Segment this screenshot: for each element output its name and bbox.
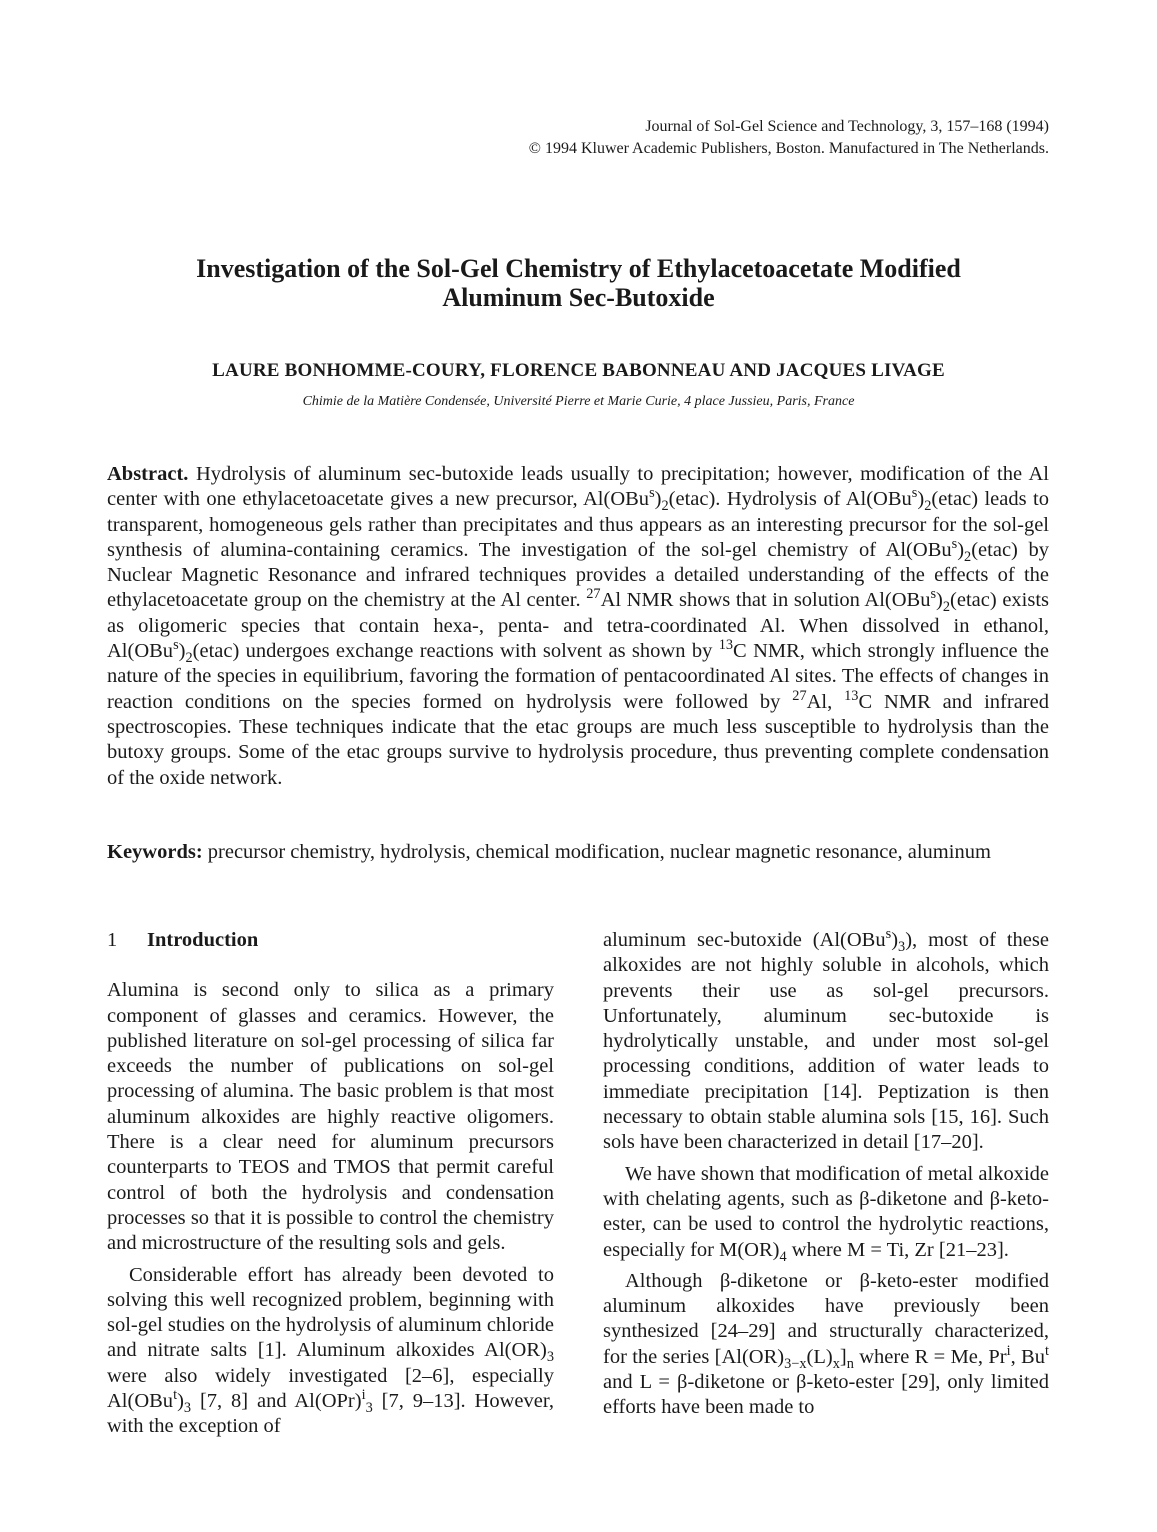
keywords-text: precursor chemistry, hydrolysis, chemical modification, nuclear magnetic resonance, aluminum (207, 841, 991, 863)
paragraph-text: and L = β-diketone or β-keto-ester [29], only limited efforts have been made to (603, 1371, 1049, 1419)
paragraph (603, 1162, 1049, 1263)
paragraph-text: where R = Me, Pr (853, 1345, 1007, 1368)
paragraph-text: (L) (806, 1345, 833, 1368)
section-number: 1 (107, 929, 118, 951)
subscript: 4 (779, 1248, 787, 1265)
abstract-text: C NMR, which strongly influence the nature of the species in equilibrium, favoring the formation of pentacoordinated Al sites. The effects of changes in reaction conditions on the species formed on hydrolysis were followed by (107, 640, 1050, 713)
abstract-text: Al NMR shows that in solution Al(OBu (600, 589, 931, 612)
left-column (107, 928, 554, 1440)
abstract-text: ) (654, 488, 662, 511)
paragraph-text: ] (839, 1345, 847, 1368)
superscript: s (649, 485, 655, 502)
subscript: 2 (924, 498, 932, 515)
subscript: 3 (365, 1400, 373, 1417)
affiliation: Chimie de la Matière Condensée, Université Pierre et Marie Curie, 4 place Jussieu, Paris, France (302, 394, 855, 409)
paragraph-text: where M = Ti, Zr [21–23]. (786, 1238, 1009, 1261)
abstract-text: (etac) by Nuclear Magnetic Resonance and infrared techniques provides a detailed understanding of the effects of the ethylacetoacetate group on the chemistry at the Al center. (107, 538, 1049, 612)
superscript: s (885, 926, 892, 943)
paragraph-text: Although β-diketone or β-keto-ester modified aluminum alkoxides have previously been synthesized [24–29] and structurally characterized, for the series [Al(OR) (603, 1269, 1049, 1368)
abstract-label: Abstract. (107, 463, 189, 485)
journal-citation: Journal of Sol-Gel Science and Technology, 3, 157–168 (1994) (645, 118, 1049, 135)
superscript: i (361, 1387, 366, 1404)
superscript: 27 (586, 586, 601, 603)
paragraph-text: , Bu (1010, 1345, 1045, 1368)
superscript: t (1044, 1342, 1049, 1359)
paragraph-text: Considerable effort has already been devoted to solving this well recognized problem, beginning with sol-gel studies on the hydrolysis of aluminum chloride and nitrate salts [1]. Aluminum alkoxides Al(OR) (107, 1263, 554, 1362)
abstract-text: (etac) undergoes exchange reactions with solvent as shown by (192, 640, 719, 663)
section-title: Introduction (147, 929, 259, 951)
superscript: s (173, 637, 179, 654)
abstract-text: ) (178, 640, 186, 663)
paragraph (603, 1269, 1049, 1421)
paragraph-text: ), most of these alkoxides are not highly soluble in alcohols, which prevents their use as sol-gel precursors. Unfortunately, aluminum sec-butoxide is hydrolytically unstable, and under most sol-gel processing conditions, addition of water leads to immediate precipitation [14]. Peptization is then necessary to obtain stable alumina sols [15, 16]. Such sols have been characterized in detail [17–20]. (603, 929, 1049, 1154)
publisher-line: © 1994 Kluwer Academic Publishers, Boston. Manufactured in The Netherlands. (528, 140, 1049, 157)
paragraph-text: [7, 8] and Al(OPr) (191, 1390, 362, 1413)
abstract-text: (etac) exists as oligomeric species that contain hexa-, penta- and tetra-coordinated Al. When dissolved in ethanol, Al(OBu (107, 589, 1050, 663)
subscript: 3 (546, 1349, 554, 1366)
section-heading (107, 928, 554, 953)
abstract-text: ) (957, 538, 965, 561)
paragraph-text: [7, 9–13]. However, with the exception of (107, 1390, 554, 1438)
subscript: 3 (898, 939, 906, 956)
subscript: 2 (964, 548, 972, 565)
paragraph: Alumina is second only to silica as a primary component of glasses and ceramics. However, the published literature on sol-gel processing of silica far exceeds the number of publications on sol-gel processing of alumina. The basic problem is that most aluminum alkoxides are highly reactive oligomers. There is a clear need for aluminum precursors counterparts to TEOS and TMOS that permit careful control of both the hydrolysis and condensation processes so that it is possible to control the chemistry and microstructure of the resulting sols and gels. (107, 979, 554, 1255)
paragraph (107, 1263, 554, 1440)
keywords (107, 840, 1049, 865)
subscript: 2 (661, 498, 669, 515)
paragraph-text: ) (177, 1390, 184, 1413)
subscript: 3 (183, 1400, 192, 1417)
journal-header (400, 116, 1049, 160)
abstract-text: ) (917, 488, 925, 511)
subscript: 2 (942, 599, 951, 616)
superscript: 27 (792, 687, 807, 704)
paper-title (60, 254, 1097, 312)
title-line-2: Aluminum Sec-Butoxide (442, 283, 715, 312)
superscript: s (930, 586, 937, 603)
subscript: n (846, 1355, 854, 1372)
paragraph-text: aluminum sec-butoxide (Al(OBu (603, 929, 886, 951)
abstract-text: ) (936, 589, 943, 612)
keywords-label: Keywords: (107, 841, 203, 863)
abstract-text: C NMR and infrared spectroscopies. These techniques indicate that the etac groups are much less susceptible to hydrolysis than the butoxy groups. Some of the etac groups survive to hydrolysis procedure, thus preventing complete condensation of the oxide network. (107, 690, 1049, 789)
subscript: x (832, 1355, 840, 1372)
superscript: 13 (718, 637, 734, 654)
title-line-1: Investigation of the Sol-Gel Chemistry of Ethylacetoacetate Modified (196, 254, 961, 283)
superscript: s (951, 536, 958, 553)
paragraph-text: ) (891, 929, 899, 951)
subscript: 3−x (784, 1355, 807, 1372)
paragraph-text: We have shown that modification of metal alkoxide with chelating agents, such as β-diketone and β-keto-ester, can be used to control the hydrolytic reactions, especially for M(OR) (603, 1162, 1049, 1261)
superscript: s (911, 485, 918, 502)
abstract-text: Al, (806, 690, 845, 713)
paragraph-text: were also widely investigated [2–6], especially Al(OBu (107, 1364, 554, 1413)
abstract (107, 462, 1049, 791)
abstract-text: (etac) leads to transparent, homogeneous gels rather than precipitates and thus appears as an interesting precursor for the sol-gel synthesis of alumina-containing ceramics. The investigation of the sol-gel chemistry of Al(OBu (107, 488, 1050, 561)
right-column (603, 928, 1049, 1421)
superscript: i (1006, 1342, 1011, 1359)
abstract-text: (etac). Hydrolysis of Al(OBu (668, 488, 912, 511)
authors: LAURE BONHOMME-COURY, FLORENCE BABONNEAU AND JACQUES LIVAGE (212, 360, 945, 381)
superscript: 13 (844, 687, 859, 704)
paragraph (603, 928, 1049, 1156)
abstract-text: Hydrolysis of aluminum sec-butoxide leads usually to precipitation; however, modification of the Al center with one ethylacetoacetate gives a new precursor, Al(OBu (107, 463, 1050, 511)
subscript: 2 (185, 650, 193, 667)
superscript: t (173, 1387, 178, 1404)
